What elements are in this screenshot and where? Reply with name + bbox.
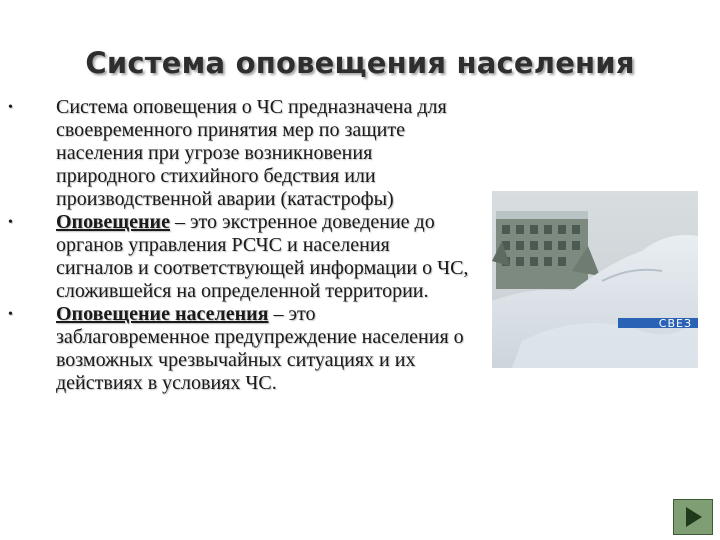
bullet-icon: • bbox=[8, 307, 13, 322]
snow-disaster-photo bbox=[492, 191, 698, 368]
bullet-item bbox=[0, 96, 470, 211]
photo-caption: СВЕЗ bbox=[658, 317, 692, 330]
play-triangle-icon bbox=[674, 500, 712, 534]
bullet-text: Система оповещения о ЧС предназначена для своевременного принятия мер по защите населения при угрозе возникновения природного стихийного бедствия или производственной аварии (катастрофы) bbox=[56, 96, 447, 210]
next-slide-button[interactable] bbox=[673, 499, 713, 535]
bullet-list bbox=[0, 96, 470, 395]
bullet-term: Оповещение населения bbox=[56, 303, 269, 325]
slide-title: Система оповещения населения bbox=[85, 46, 635, 80]
bullet-text: – это заблаговременное предупреждение населения о возможных чрезвычайных ситуациях и их действиях в условиях ЧС. bbox=[56, 303, 464, 394]
bullet-text: – это экстренное доведение до органов управления РСЧС и населения сигналов и соответствующей информации о ЧС, сложившейся на определенной территории. bbox=[56, 211, 469, 302]
bullet-term: Оповещение bbox=[56, 211, 170, 233]
bullet-item bbox=[0, 303, 470, 395]
bullet-icon: • bbox=[8, 100, 13, 115]
photo-image bbox=[492, 191, 698, 368]
bullet-item bbox=[0, 211, 470, 303]
bullet-icon: • bbox=[8, 215, 13, 230]
